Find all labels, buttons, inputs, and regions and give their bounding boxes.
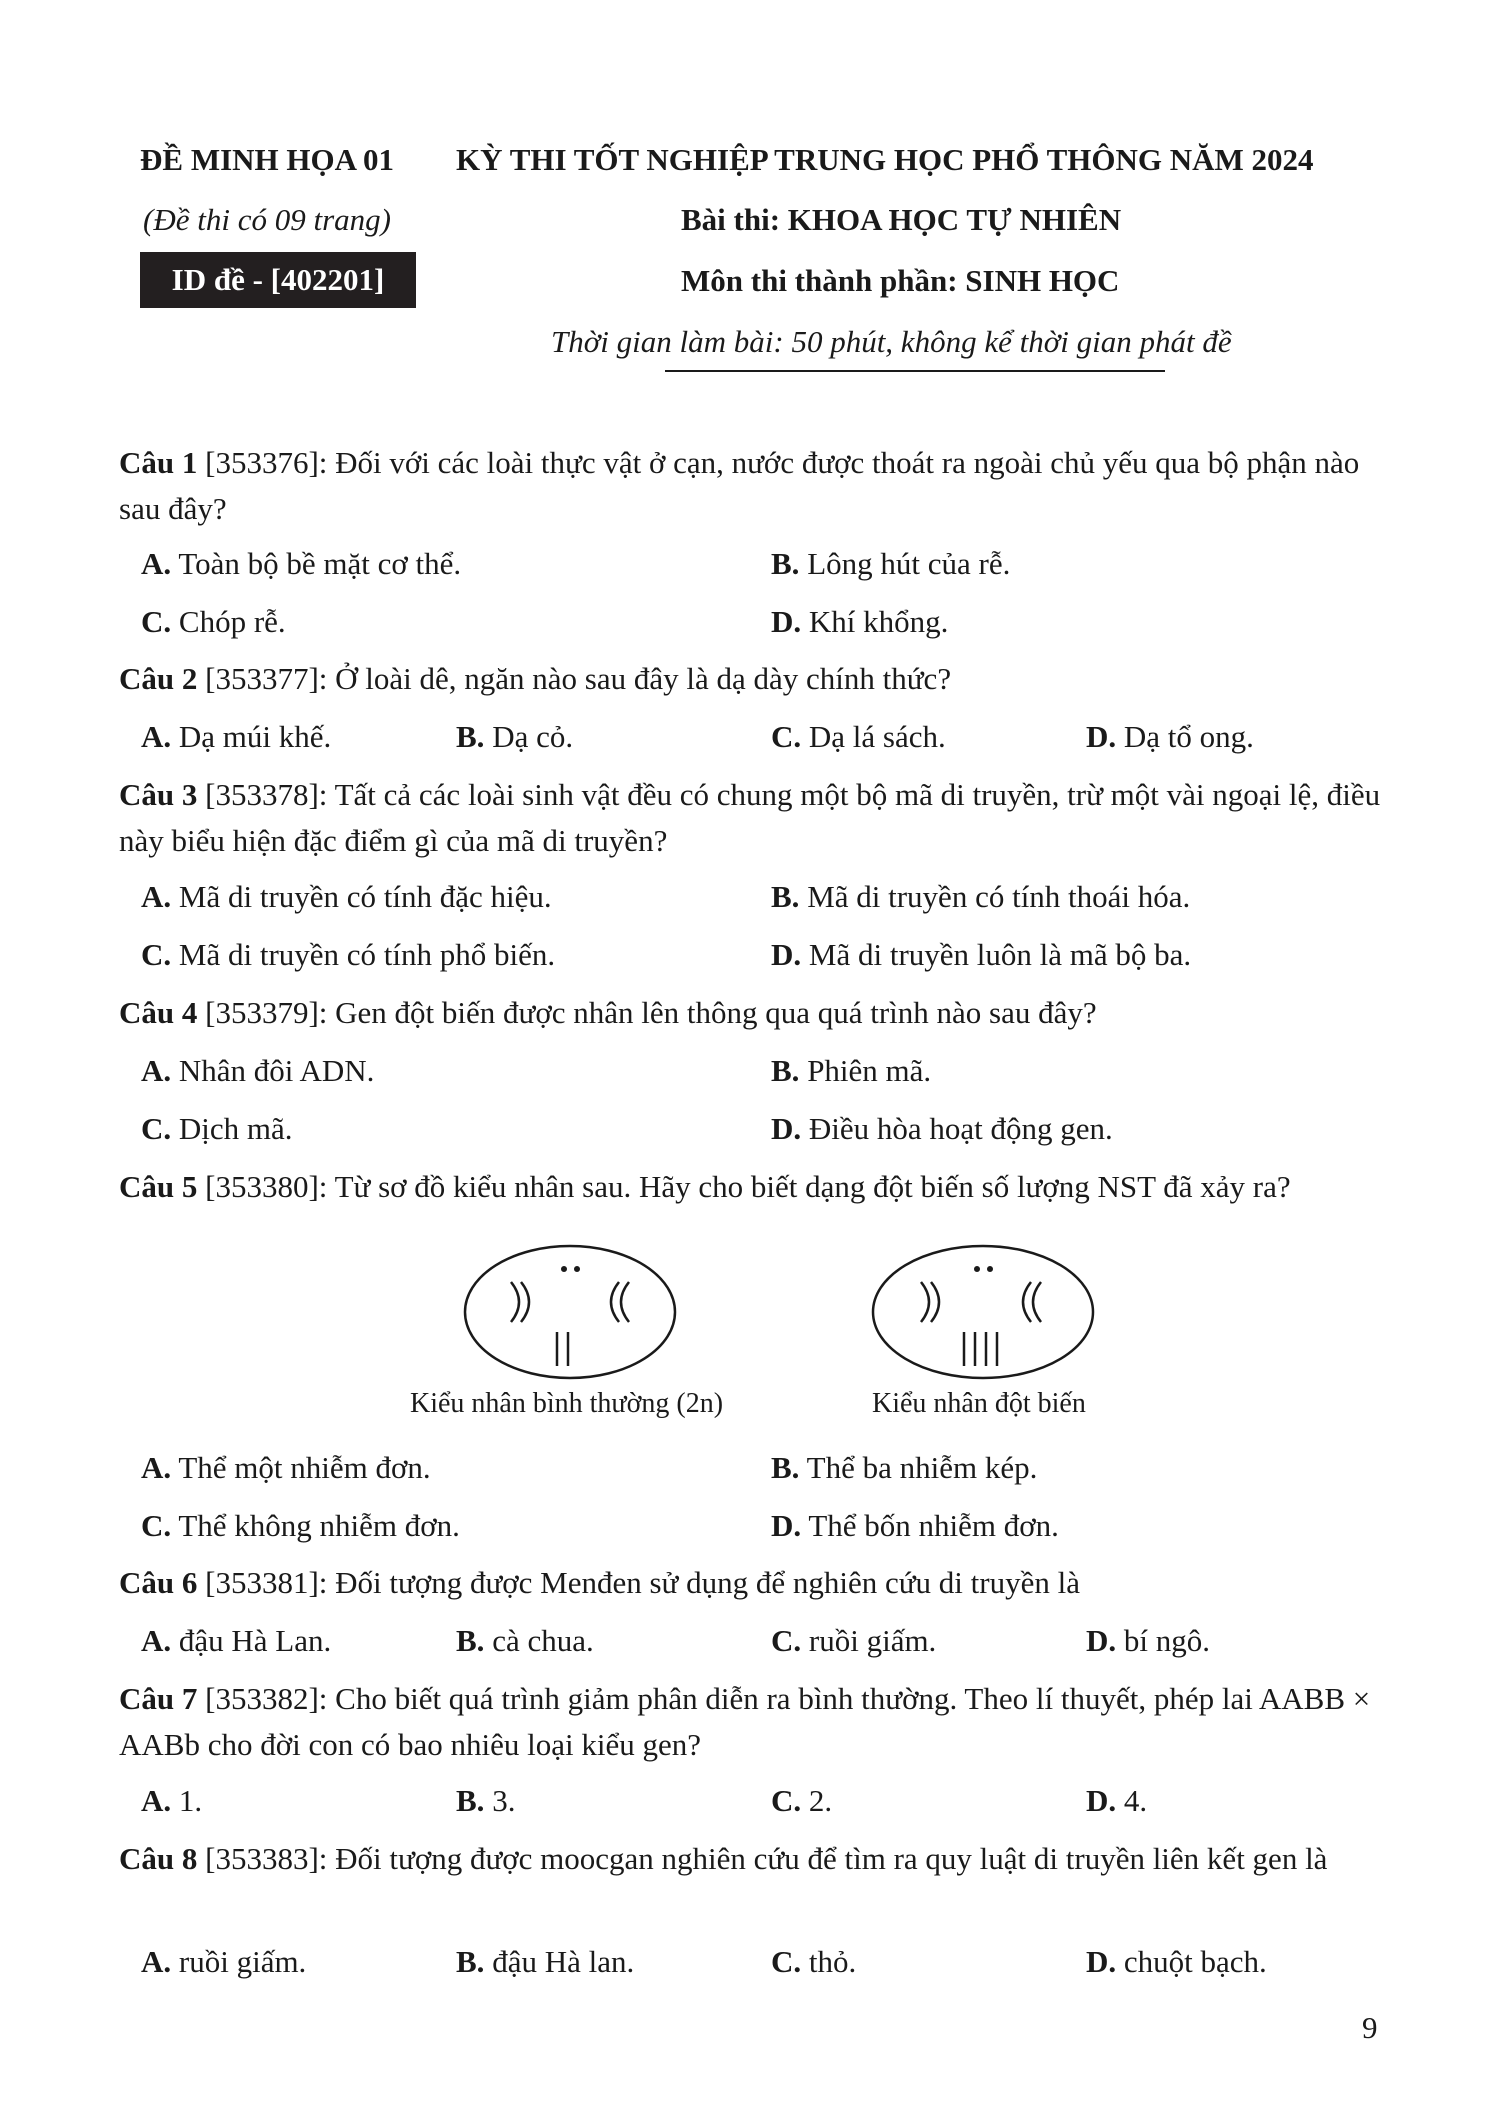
option-a: A. đậu Hà Lan. — [141, 1623, 332, 1658]
header-underline — [665, 370, 1165, 372]
question-label: Câu 5 — [119, 1169, 198, 1204]
question-text: [353382]: Cho biết quá trình giảm phân diễn ra bình thường. Theo lí thuyết, phép lai AABB × AABb cho đời con có bao nhiêu loại kiểu gen? — [119, 1681, 1371, 1762]
question-8 — [119, 1836, 1384, 1882]
option-d: D. Điều hòa hoạt động gen. — [771, 1111, 1113, 1146]
option-d: D. 4. — [1086, 1783, 1148, 1818]
option-c: C. Dịch mã. — [141, 1111, 293, 1146]
caption-mutant-karyotype: Kiểu nhân đột biến — [872, 1388, 1086, 1419]
option-c: C. Dạ lá sách. — [771, 719, 946, 754]
question-6 — [119, 1560, 1384, 1606]
option-c: C. Chóp rễ. — [141, 604, 286, 639]
option-c: C. ruồi giấm. — [771, 1623, 937, 1658]
question-label: Câu 2 — [119, 661, 198, 696]
question-5 — [119, 1164, 1384, 1210]
question-label: Câu 8 — [119, 1841, 198, 1876]
chromosome-dot — [561, 1266, 567, 1272]
option-c: C. thỏ. — [771, 1944, 857, 1979]
karyotype-diagram — [455, 1240, 1105, 1400]
question-text: [353379]: Gen đột biến được nhân lên thông qua quá trình nào sau đây? — [197, 995, 1097, 1030]
option-b: B. Thể ba nhiễm kép. — [771, 1450, 1038, 1485]
option-b: B. 3. — [456, 1783, 516, 1818]
question-3 — [119, 772, 1384, 864]
option-b: B. Lông hút của rễ. — [771, 546, 1011, 581]
page-number: 9 — [1362, 2010, 1378, 2045]
option-d: D. Khí khổng. — [771, 604, 949, 639]
option-c: C. Mã di truyền có tính phổ biến. — [141, 937, 556, 972]
option-d: D. Thể bốn nhiễm đơn. — [771, 1508, 1059, 1543]
option-d: D. chuột bạch. — [1086, 1944, 1267, 1979]
time-limit: Thời gian làm bài: 50 phút, không kể thời gian phát đề — [551, 324, 1232, 359]
question-text: [353383]: Đối tượng được moocgan nghiên cứu để tìm ra quy luật di truyền liên kết gen là — [197, 1841, 1328, 1876]
question-text: [353381]: Đối tượng được Menđen sử dụng để nghiên cứu di truyền là — [197, 1565, 1080, 1600]
option-b: B. cà chua. — [456, 1623, 594, 1658]
option-a: A. Dạ múi khế. — [141, 719, 332, 754]
page-count-note: (Đề thi có 09 trang) — [143, 202, 391, 237]
option-b: B. đậu Hà lan. — [456, 1944, 635, 1979]
option-c: C. 2. — [771, 1783, 833, 1818]
option-a: A. 1. — [141, 1783, 203, 1818]
normal-karyotype-cell — [465, 1246, 675, 1378]
question-7 — [119, 1676, 1384, 1768]
chromosome-dot — [987, 1266, 993, 1272]
component-subject: Môn thi thành phần: SINH HỌC — [681, 263, 1120, 298]
question-text: [353376]: Đối với các loài thực vật ở cạn, nước được thoát ra ngoài chủ yếu qua bộ phận nào sau đây? — [119, 445, 1360, 526]
exam-id-badge: ID đề - [402201] — [140, 252, 416, 308]
option-d: D. Dạ tổ ong. — [1086, 719, 1254, 754]
option-d: D. Mã di truyền luôn là mã bộ ba. — [771, 937, 1192, 972]
option-a: A. Thể một nhiễm đơn. — [141, 1450, 431, 1485]
question-text: [353380]: Từ sơ đồ kiểu nhân sau. Hãy cho biết dạng đột biến số lượng NST đã xảy ra? — [197, 1169, 1291, 1204]
option-d: D. bí ngô. — [1086, 1623, 1211, 1658]
option-b: B. Mã di truyền có tính thoái hóa. — [771, 879, 1191, 914]
option-b: B. Dạ cỏ. — [456, 719, 574, 754]
caption-normal-karyotype: Kiểu nhân bình thường (2n) — [410, 1388, 724, 1419]
option-b: B. Phiên mã. — [771, 1053, 932, 1088]
chromosome-dot — [574, 1266, 580, 1272]
option-a: A. Toàn bộ bề mặt cơ thể. — [141, 546, 462, 581]
option-c: C. Thể không nhiễm đơn. — [141, 1508, 460, 1543]
chromosome-dot — [974, 1266, 980, 1272]
question-label: Câu 6 — [119, 1565, 198, 1600]
question-text: [353377]: Ở loài dê, ngăn nào sau đây là dạ dày chính thức? — [197, 661, 952, 696]
question-label: Câu 7 — [119, 1681, 198, 1716]
question-1 — [119, 440, 1384, 532]
option-a: A. ruồi giấm. — [141, 1944, 307, 1979]
mutant-karyotype-cell — [873, 1246, 1093, 1378]
option-a: A. Nhân đôi ADN. — [141, 1053, 375, 1088]
question-label: Câu 3 — [119, 777, 198, 812]
question-text: [353378]: Tất cả các loài sinh vật đều có chung một bộ mã di truyền, trừ một vài ngoại lệ, điều này biểu hiện đặc điểm gì của mã di truyền? — [119, 777, 1381, 858]
question-2 — [119, 656, 1384, 702]
question-label: Câu 1 — [119, 445, 198, 480]
question-label: Câu 4 — [119, 995, 198, 1030]
exam-title: KỲ THI TỐT NGHIỆP TRUNG HỌC PHỔ THÔNG NĂM 2024 — [456, 142, 1314, 177]
subject-line: Bài thi: KHOA HỌC TỰ NHIÊN — [681, 202, 1122, 237]
option-a: A. Mã di truyền có tính đặc hiệu. — [141, 879, 552, 914]
question-4 — [119, 990, 1384, 1036]
exam-code: ĐỀ MINH HỌA 01 — [140, 142, 395, 177]
